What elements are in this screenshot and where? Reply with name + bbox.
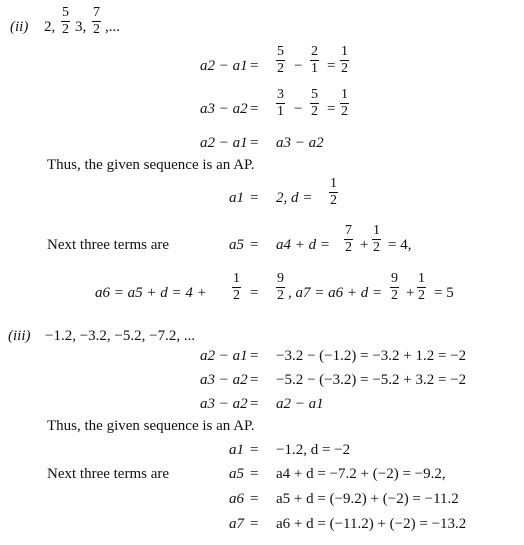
next-terms-label: Next three terms are (47, 466, 170, 482)
eq-rhs: −5.2 − (−3.2) = −5.2 + 3.2 = −2 (276, 372, 467, 388)
fraction: $\frac{2}{1}$ (311, 44, 318, 76)
sequence-term-1: 2, (44, 19, 56, 35)
eq-sign: = (250, 491, 259, 507)
eq-sign: = (250, 516, 259, 532)
eq-rhs: a2 − a1 (276, 396, 324, 412)
conclusion-text: Thus, the given sequence is an AP. (47, 418, 255, 434)
eq-sign: = (250, 466, 259, 482)
eq-sign: = (250, 101, 259, 117)
conclusion-text: Thus, the given sequence is an AP. (47, 157, 255, 173)
fraction: $\frac{1}{2}$ (418, 271, 425, 303)
eq-sign: = (250, 58, 259, 74)
part-ii-label: (ii) (10, 19, 29, 35)
eq-lhs: a2 − a1 (200, 135, 248, 151)
fraction: $\frac{1}{2}$ (233, 271, 240, 303)
eq-rhs: a3 − a2 (276, 135, 324, 151)
part-iii-label: (iii) (8, 328, 31, 344)
eq-lhs: a6 (229, 491, 244, 507)
eq-rhs: −3.2 − (−1.2) = −3.2 + 1.2 = −2 (276, 348, 467, 364)
eq-rhs: 2, d = (276, 190, 313, 206)
plus-sign: + (360, 237, 369, 253)
eq-sign: = (250, 135, 259, 151)
eq-rhs: a5 + d = (−9.2) + (−2) = −11.2 (276, 491, 459, 507)
eq-lhs: a1 (229, 190, 244, 206)
sequence-ellipsis: ,... (105, 19, 120, 35)
fraction: $\frac{1}{2}$ (341, 87, 348, 119)
fraction: $\frac{1}{2}$ (341, 44, 348, 76)
eq-sign: = (327, 58, 336, 74)
fraction: $\frac{1}{2}$ (330, 176, 337, 208)
eq-lhs: a2 − a1 (200, 58, 248, 74)
fraction: $\frac{9}{2}$ (277, 271, 284, 303)
fraction: $\frac{1}{2}$ (373, 223, 380, 255)
fraction: $\frac{7}{2}$ (345, 223, 352, 255)
eq-lhs: a2 − a1 (200, 348, 248, 364)
fraction: $\frac{5}{2}$ (277, 44, 284, 76)
eq-result: = 5 (434, 285, 454, 301)
eq-rhs: , a7 = a6 + d = (288, 285, 383, 301)
eq-rhs: −1.2, d = −2 (276, 442, 351, 458)
plus-sign: + (406, 285, 415, 301)
eq-sign: = (250, 190, 259, 206)
eq-sign: = (250, 442, 259, 458)
eq-lhs: a3 − a2 (200, 101, 248, 117)
eq-lhs: a7 (229, 516, 244, 532)
eq-sign: = (250, 285, 259, 301)
eq-result: = 4, (388, 237, 412, 253)
eq-lhs: a6 = a5 + d = 4 + (95, 285, 207, 301)
eq-lhs: a3 − a2 (200, 396, 248, 412)
eq-rhs: a4 + d = −7.2 + (−2) = −9.2, (276, 466, 446, 482)
eq-sign: = (250, 396, 259, 412)
eq-sign: = (250, 372, 259, 388)
eq-lhs: a5 (229, 466, 244, 482)
eq-sign: = (327, 101, 336, 117)
sequence-term-3: 3, (75, 19, 87, 35)
sequence-fraction-7-2: $\frac{7}{2}$ (93, 5, 100, 37)
eq-rhs: a4 + d = (276, 237, 330, 253)
eq-lhs: a5 (229, 237, 244, 253)
fraction: $\frac{9}{2}$ (391, 271, 398, 303)
eq-sign: = (250, 237, 259, 253)
fraction: $\frac{3}{1}$ (277, 87, 284, 119)
eq-lhs: a1 (229, 442, 244, 458)
eq-rhs: a6 + d = (−11.2) + (−2) = −13.2 (276, 516, 467, 532)
sequence-fraction-5-2: $\frac{5}{2}$ (62, 5, 69, 37)
sequence-text: −1.2, −3.2, −5.2, −7.2, ... (45, 328, 196, 344)
minus-sign: − (294, 58, 303, 74)
next-terms-label: Next three terms are (47, 237, 170, 253)
minus-sign: − (294, 101, 303, 117)
eq-lhs: a3 − a2 (200, 372, 248, 388)
fraction: $\frac{5}{2}$ (311, 87, 318, 119)
eq-sign: = (250, 348, 259, 364)
